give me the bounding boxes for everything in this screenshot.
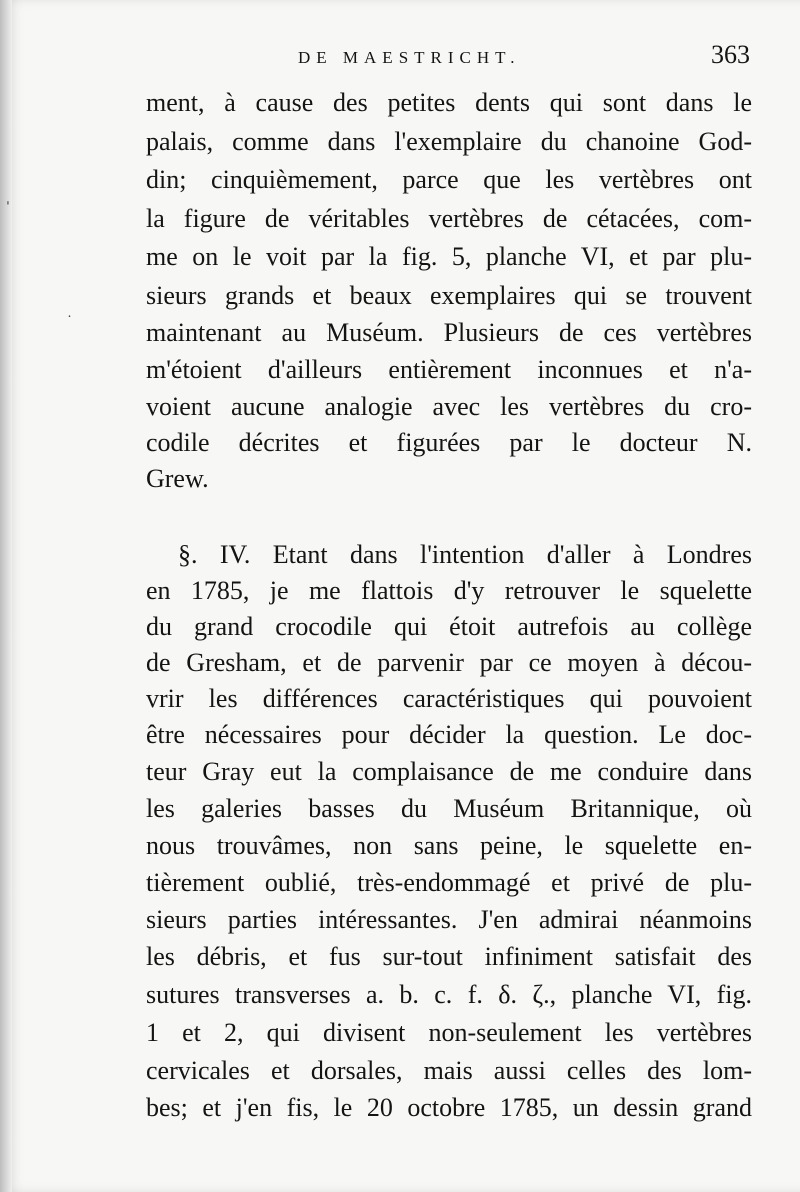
text-line: être nécessaires pour décider la question. Le doc-: [146, 720, 752, 749]
text-line: vrir les différences caractéristiques qui pouvoient: [146, 684, 752, 713]
text-line: tièrement oublié, très-endommagé et privé de plu-: [146, 868, 752, 897]
running-title: DE MAESTRICHT.: [298, 48, 521, 67]
text-line: maintenant au Muséum. Plusieurs de ces vertèbres: [146, 318, 752, 347]
margin-speck: ˈ: [6, 200, 10, 216]
text-line: cervicales et dorsales, mais aussi celles des lom-: [146, 1056, 752, 1085]
text-line: sieurs parties intéressantes. J'en admirai néanmoins: [146, 905, 752, 934]
text-line: 1 et 2, qui divisent non-seulement les vertèbres: [146, 1018, 752, 1047]
text-line: bes; et j'en fis, le 20 octobre 1785, un dessin grand: [146, 1093, 752, 1122]
text-line: en 1785, je me flattois d'y retrouver le squelette: [146, 576, 752, 605]
text-line: m'étoient d'ailleurs entièrement inconnues et n'a-: [146, 355, 752, 384]
text-line: voient aucune analogie avec les vertèbres du cro-: [146, 392, 752, 421]
text-line: Grew.: [146, 464, 209, 493]
text-line: codile décrites et figurées par le docteur N.: [146, 428, 752, 457]
text-line: din; cinquièmement, parce que les vertèbres ont: [146, 165, 752, 194]
text-line: §. IV. Etant dans l'intention d'aller à Londres: [178, 540, 752, 569]
text-line: sieurs grands et beaux exemplaires qui se trouvent: [146, 281, 752, 310]
page-number: 363: [711, 40, 750, 69]
text-line: du grand crocodile qui étoit autrefois au collège: [146, 612, 752, 641]
text-line: me on le voit par la fig. 5, planche VI, et par plu-: [146, 242, 752, 271]
text-line: sutures transverses a. b. c. f. δ. ζ., planche VI, fig.: [146, 980, 752, 1009]
text-line: de Gresham, et de parvenir par ce moyen à décou-: [146, 648, 752, 677]
text-line: teur Gray eut la complaisance de me conduire dans: [146, 757, 752, 786]
text-line: les galeries basses du Muséum Britannique, où: [146, 794, 752, 823]
margin-speck: ˙: [66, 314, 73, 330]
text-line: palais, comme dans l'exemplaire du chanoine God-: [146, 127, 752, 156]
text-line: nous trouvâmes, non sans peine, le squelette en-: [146, 831, 752, 860]
text-line: ment, à cause des petites dents qui sont dans le: [146, 88, 752, 117]
text-line: les débris, et fus sur-tout infiniment satisfait des: [146, 942, 752, 971]
text-line: la figure de véritables vertèbres de cétacées, com-: [146, 204, 752, 233]
